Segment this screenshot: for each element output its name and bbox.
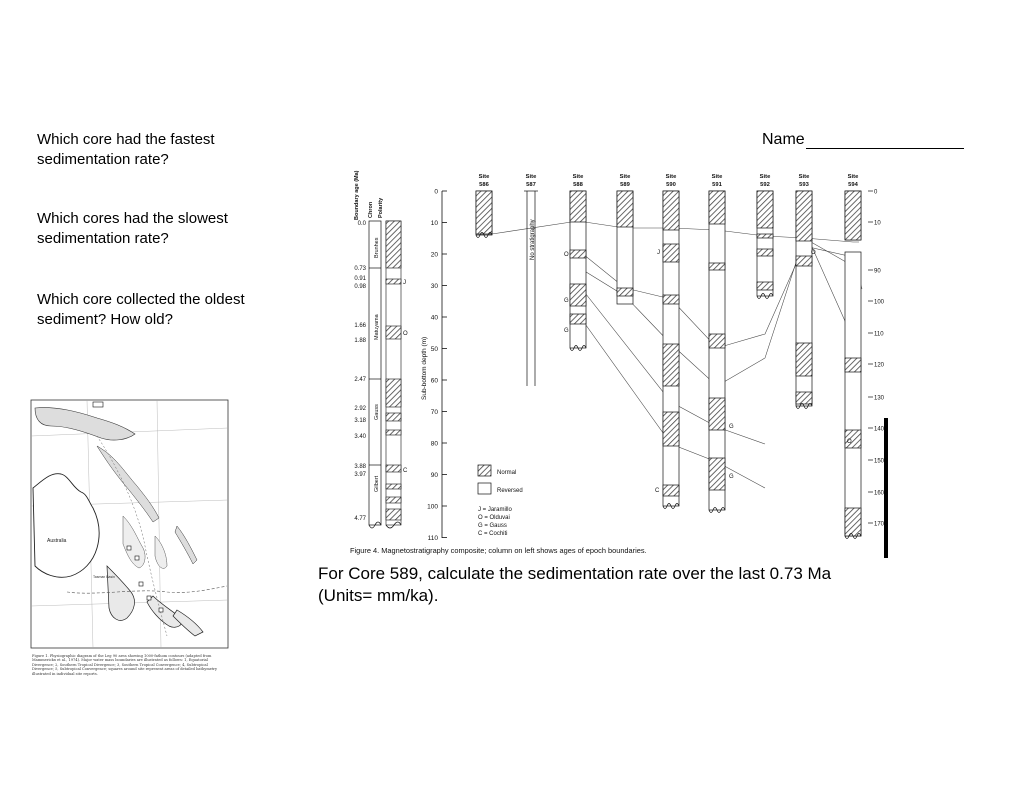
- core-column: [845, 191, 861, 539]
- right-tick-label: 140: [874, 426, 885, 433]
- right-tick-label: 120: [874, 362, 885, 369]
- map-caption: Figure 1. Physiographic diagram of the Leg 90 area showing 1000-fathom contours (adapted from Mammerickx et al., 1974). Major water mass boundaries are illustrated as follows: 1, Equatorial Divergence; 2, Southern Tropical Divergence; 3, Southern Tropical Convergence; 4, Subtropical Divergence; 5, Subtropical Convergence; squares around site represent areas of detailed bathymetry illustrated in individual site reports.: [32, 654, 218, 676]
- task-line: (Units= mm/ka).: [318, 586, 439, 605]
- map-label-continent: Australia: [47, 538, 67, 544]
- question-line: Which core had the fastest: [37, 131, 215, 148]
- depth-tick-label: 60: [430, 377, 438, 385]
- core-event-label: O: [811, 250, 816, 256]
- site-header-number: 587: [526, 182, 536, 188]
- site-header-label: Site: [478, 174, 490, 180]
- depth-tick-label: 50: [430, 346, 438, 353]
- chron-gauss: Gauss: [374, 404, 380, 420]
- site-header-label: Site: [619, 174, 631, 180]
- header-polarity: Polarity: [378, 197, 384, 218]
- task-line: For Core 589, calculate the sedimentation rate over the last 0.73 Ma: [318, 564, 832, 583]
- site-header-label: Site: [665, 174, 677, 180]
- event-label-cochiti: C: [403, 468, 408, 474]
- site-header-label: Site: [525, 174, 537, 180]
- legend-key: J = Jaramillo: [478, 507, 512, 513]
- core-event-label: O: [847, 439, 852, 445]
- age-label: 4.77: [354, 516, 366, 522]
- task-prompt: [318, 563, 918, 607]
- core-column: [476, 191, 492, 238]
- age-label: 0.98: [354, 284, 366, 290]
- event-label-olduvai: O: [403, 331, 408, 337]
- chron-brunhes: Brunhes: [374, 237, 380, 258]
- right-tick-label: 0: [874, 189, 878, 196]
- core-column: [617, 191, 633, 304]
- age-label: 0.0: [357, 221, 366, 227]
- question-oldest-sediment: [37, 290, 297, 330]
- right-tick-label: 130: [874, 395, 885, 402]
- map-label-sea: Tasman Basin: [93, 575, 115, 579]
- right-tick-label: 160: [874, 490, 885, 497]
- age-label: 2.47: [354, 377, 366, 383]
- header-boundary-age: Boundary age (Ma): [354, 170, 360, 220]
- legend-key: O = Olduvai: [478, 515, 510, 521]
- legend-normal-swatch: [478, 465, 491, 476]
- site-header-label: Site: [798, 174, 810, 180]
- core-column: [663, 191, 679, 509]
- age-label: 1.66: [354, 323, 366, 329]
- depth-tick-label: 100: [427, 503, 438, 511]
- age-label: 3.40: [354, 434, 366, 440]
- depth-tick-label: 40: [430, 314, 438, 322]
- site-header-number: 592: [760, 182, 770, 188]
- age-label: 3.88: [354, 464, 366, 470]
- site-header-number: 589: [620, 182, 630, 188]
- depth-tick-label: 90: [430, 472, 438, 479]
- depth-tick-label: 110: [427, 535, 438, 542]
- core-event-label: O: [564, 252, 569, 258]
- depth-axis-label: Sub-bottom depth (m): [421, 336, 428, 400]
- right-tick-label: 150: [874, 458, 885, 465]
- right-tick-label: 100: [874, 299, 885, 306]
- age-label: 0.73: [354, 266, 366, 272]
- core-column: [570, 191, 586, 351]
- name-label: Name: [762, 131, 805, 148]
- chron-matuyama: Matuyama: [374, 314, 380, 340]
- age-label: 2.92: [354, 406, 366, 412]
- depth-tick-label: 10: [430, 220, 438, 227]
- site-header-number: 590: [666, 182, 676, 188]
- core-event-label: G: [564, 328, 569, 334]
- legend-key: C = Cochiti: [478, 531, 508, 537]
- site-header-label: Site: [711, 174, 723, 180]
- right-tick-label: 90: [874, 268, 881, 275]
- core-event-label: G: [564, 298, 569, 304]
- core-event-label: G: [729, 474, 734, 480]
- name-blank-line[interactable]: [806, 130, 964, 149]
- core-column: [796, 191, 812, 409]
- core-event-label: J: [657, 250, 660, 256]
- legend-reversed-swatch: [478, 483, 491, 494]
- site-header-number: 588: [573, 182, 583, 188]
- question-line: sedimentation rate?: [37, 230, 169, 247]
- depth-tick-label: 80: [430, 440, 438, 448]
- question-line: sedimentation rate?: [37, 151, 169, 168]
- name-field[interactable]: [762, 130, 964, 149]
- right-tick-label: 110: [874, 331, 884, 338]
- chron-gilbert: Gilbert: [374, 475, 380, 492]
- depth-tick-label: 30: [430, 283, 438, 290]
- event-label-jaramillo: J: [403, 280, 406, 286]
- question-line: Which core collected the oldest: [37, 291, 245, 308]
- legend-normal: Normal: [497, 470, 517, 476]
- right-tick-label: 170: [874, 521, 885, 528]
- legend-reversed: Reversed: [497, 488, 523, 494]
- magnetostratigraphy-composite: [345, 168, 893, 560]
- core-event-label: G: [729, 424, 734, 430]
- figure-caption: Figure 4. Magnetostratigraphy composite; column on left shows ages of epoch boundaries.: [350, 546, 647, 555]
- map-figure: [27, 396, 232, 678]
- site-header-label: Site: [572, 174, 584, 180]
- header-chron: Chron: [368, 201, 374, 218]
- core-event-label: C: [655, 488, 660, 494]
- question-line: Which cores had the slowest: [37, 210, 228, 227]
- age-label: 3.18: [354, 418, 366, 424]
- question-line: sediment? How old?: [37, 311, 173, 328]
- site-header-number: 586: [479, 182, 489, 188]
- legend-key: G = Gauss: [478, 523, 507, 529]
- site-header-label: Site: [847, 174, 859, 180]
- core-column: [709, 191, 725, 513]
- core-column: [757, 191, 773, 299]
- site-header-number: 594: [848, 182, 858, 188]
- depth-tick-label: 20: [430, 251, 438, 259]
- question-fastest-rate: [37, 130, 297, 170]
- no-stratigraphy-label: No stratigraphy: [530, 219, 536, 260]
- age-label: 3.97: [354, 472, 366, 478]
- site-header-number: 591: [712, 182, 722, 188]
- depth-tick-label: 70: [430, 409, 438, 416]
- depth-tick-label: 0: [434, 188, 438, 196]
- age-label: 1.88: [354, 338, 366, 344]
- question-slowest-rate: [37, 209, 297, 249]
- site-header-label: Site: [759, 174, 771, 180]
- legend: [478, 465, 523, 537]
- physiographic-map: [27, 396, 232, 652]
- age-label: 0.91: [354, 276, 366, 282]
- right-tick-label: 10: [874, 220, 881, 227]
- site-header-number: 593: [799, 182, 809, 188]
